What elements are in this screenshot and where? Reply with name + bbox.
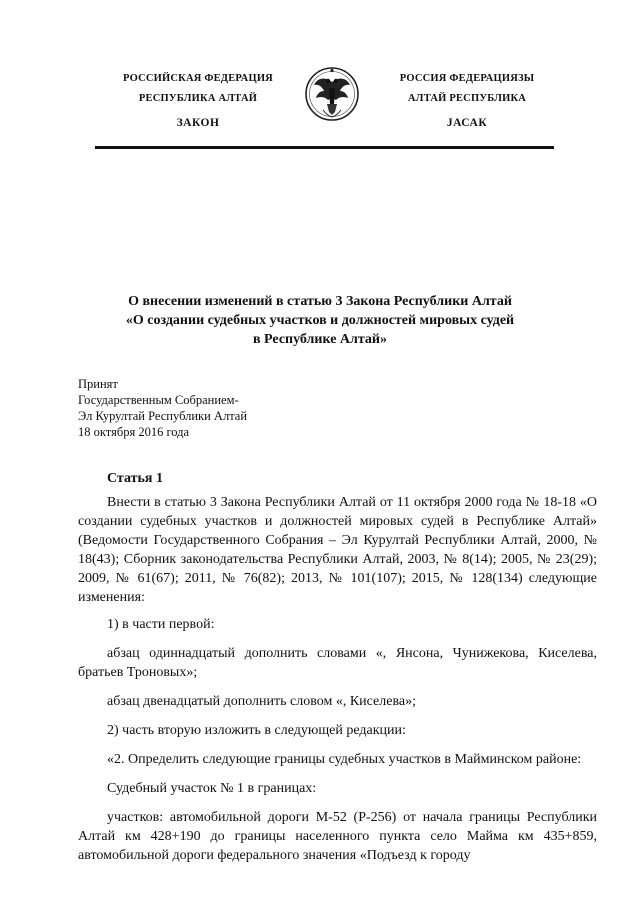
paragraph: 2) часть вторую изложить в следующей редакции: [107, 723, 406, 738]
header-right-word: JАСАК [446, 117, 488, 129]
law-title-line3: в Республике Алтай» [253, 332, 387, 347]
law-title-line2: «О создании судебных участков и должностей мировых судей [125, 313, 515, 328]
paragraph: 1) в части первой: [107, 617, 215, 632]
adoption-line2: Государственным Собранием- [78, 393, 239, 407]
paragraph: Внести в статью 3 Закона Республики Алтай от 11 октября 2000 года № 18-18 «О создании судебных участков и должностей мировых судей в Республике Алтай» (Ведомости Государственного Собрания – Эл Курултай Республики Алтай, 2000, № 18(43); Сборник законодательства Республики Алтай, 2003, № 8(14); 2005, № 23(29); 2009, № 61(67); 2011, № 76(82); 2013, № 101(107); 2015, № 128(134) следующие изменения: [78, 495, 597, 605]
paragraph: «2. Определить следующие границы судебных участков в Майминском районе: [107, 752, 582, 767]
adoption-block [78, 376, 247, 440]
article-body [78, 493, 597, 875]
coat-of-arms-icon [303, 60, 361, 128]
header-right-line1: РОССИЯ ФЕДЕРАЦИЯЗЫ [399, 73, 535, 84]
paragraph: абзац двенадцатый дополнить словом «, Киселева»; [107, 694, 416, 709]
law-title [90, 292, 550, 349]
law-title-line1: О внесении изменений в статью 3 Закона Республики Алтай [128, 294, 512, 309]
header-left-word: ЗАКОН [176, 117, 220, 129]
adoption-line3: Эл Курултай Республики Алтай [78, 409, 248, 423]
header-left-line1: РОССИЙСКАЯ ФЕДЕРАЦИЯ [123, 73, 273, 84]
header-right-line2: АЛТАЙ РЕСПУБЛИКА [407, 93, 527, 104]
paragraph: абзац одиннадцатый дополнить словами «, Янсона, Чунижекова, Киселева, братьев Троновых»; [78, 646, 597, 680]
article-heading: Статья 1 [107, 471, 163, 486]
adoption-line1: Принят [78, 377, 118, 391]
paragraph: Судебный участок № 1 в границах: [107, 781, 317, 796]
header-left-line2: РЕСПУБЛИКА АЛТАЙ [138, 93, 258, 104]
adoption-date: 18 октября 2016 года [78, 425, 190, 439]
header-rule [95, 146, 554, 149]
paragraph: участков: автомобильной дороги М-52 (Р-256) от начала границы Республики Алтай км 428+190 до границы населенного пункта село Майма км 435+859, автомобильной дороги федерального значения «Подъезд к городу [78, 810, 597, 863]
